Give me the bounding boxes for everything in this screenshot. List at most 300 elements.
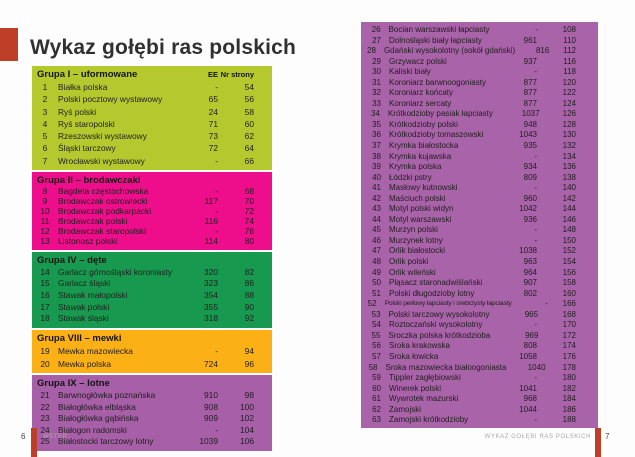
breed-name: Polski perłowy łapciasty i srebrzysty łapciasty: [384, 300, 512, 308]
page-value: 176: [562, 351, 576, 361]
page-value: 74: [244, 215, 254, 226]
page-value: 140: [562, 183, 576, 193]
row-number: 61: [372, 394, 381, 404]
row-number: 9: [42, 195, 48, 206]
table-row: [361, 204, 598, 215]
breed-name: Winerek polski: [389, 383, 442, 393]
table-row: [361, 130, 598, 141]
breed-name: Zamojski: [389, 404, 422, 414]
ee-value: 72: [208, 143, 218, 154]
table-row: [32, 345, 272, 358]
row-number: 23: [40, 413, 50, 424]
row-number: 40: [372, 172, 381, 182]
page-title: Wykaz gołębi ras polskich: [30, 36, 297, 60]
page-value: 102: [240, 413, 254, 424]
table-row: [361, 99, 598, 110]
row-number: 53: [371, 309, 381, 319]
breed-name: Kaliski biały: [389, 67, 431, 77]
table-row: [361, 78, 598, 89]
group-section: [32, 330, 272, 373]
breed-name: Śląski tarczowy: [58, 143, 116, 154]
ee-value: 877: [523, 88, 537, 98]
breed-name: Koroniarz barwnoogoniasty: [389, 77, 486, 87]
row-number: 63: [372, 415, 381, 425]
page-value: 122: [562, 88, 576, 98]
page-value: 126: [562, 109, 576, 119]
footer-accent-bar: [31, 428, 37, 457]
breed-name: Sroka krakowska: [389, 341, 450, 351]
breed-name: Polski pocztowy wystawowy: [58, 94, 163, 105]
breed-name: Mewka polska: [58, 358, 112, 369]
breed-name: Pląsacz staronadwiślański: [389, 278, 483, 288]
row-number: 18: [40, 313, 50, 324]
table-row: [32, 155, 272, 167]
table-row: [361, 173, 598, 184]
breed-name: Motyl warszawski: [389, 214, 452, 224]
table-row: [32, 402, 272, 414]
row-number: 17: [40, 301, 50, 312]
table-row: [361, 384, 598, 395]
row-number: 24: [40, 424, 50, 435]
page-value: 182: [562, 383, 576, 393]
table-row: [361, 278, 598, 289]
page-value: 100: [240, 401, 254, 412]
ee-value: 969: [525, 330, 539, 340]
group-header: [32, 254, 272, 267]
page-value: 188: [562, 415, 576, 425]
row-number: 11: [40, 215, 50, 226]
row-number: 20: [40, 358, 50, 369]
ee-value: 877: [523, 77, 537, 87]
group-header: [32, 68, 272, 81]
table-row: [361, 331, 598, 342]
ee-value: -: [534, 67, 537, 77]
row-number: 25: [40, 436, 50, 447]
breed-name: Białka polska: [58, 82, 108, 92]
ee-value: 816: [535, 46, 550, 56]
breed-name: Mewka mazowiecka: [58, 346, 133, 357]
row-number: 43: [372, 204, 381, 214]
table-row: [361, 268, 598, 279]
breed-name: Stawak polski: [58, 301, 110, 312]
page-value: 142: [562, 193, 576, 203]
ee-value: 964: [523, 267, 537, 277]
page-value: 174: [562, 341, 576, 351]
row-number: 38: [372, 151, 381, 161]
ee-value: 934: [523, 162, 537, 172]
page-value: 92: [244, 313, 254, 324]
ee-value: -: [215, 225, 218, 236]
table-row: [32, 425, 272, 437]
running-header-right: WYKAZ GOŁĘBI RAS POLSKICH: [484, 434, 591, 440]
page-value: 172: [562, 330, 576, 340]
breed-name: Wywrotek mazurski: [389, 394, 459, 404]
group-title: Grupa IX – lotne: [37, 378, 110, 390]
row-number: 33: [372, 98, 381, 108]
row-number: 58: [368, 362, 378, 372]
row-number: 50: [372, 278, 381, 288]
table-row: [361, 57, 598, 68]
page-value: 134: [562, 151, 576, 161]
row-number: 42: [372, 193, 381, 203]
row-number: 54: [372, 320, 381, 330]
table-row: [361, 320, 598, 331]
group-section: [32, 172, 272, 249]
page-value: 160: [562, 288, 576, 298]
ee-value: 1044: [519, 404, 537, 414]
breed-name: Gdański wysokolotny (sokół gdański): [383, 46, 516, 56]
ee-value: 968: [523, 394, 537, 404]
ee-value: 877: [523, 98, 537, 108]
group-section: [32, 252, 272, 329]
breed-name: Zamojski krótkodzioby: [389, 415, 469, 425]
breed-name: Stawak śląski: [58, 313, 109, 324]
group-section: [32, 66, 272, 170]
row-number: 44: [372, 214, 381, 224]
page-value: 104: [240, 424, 254, 435]
row-number: 60: [372, 383, 381, 393]
table-row: [361, 236, 598, 247]
row-number: 3: [42, 106, 48, 117]
page-value: 96: [244, 358, 254, 369]
page-value: 112: [563, 46, 576, 56]
table-row: [32, 118, 272, 130]
ee-value: 936: [523, 214, 537, 224]
ee-value: 73: [208, 131, 218, 142]
table-row: [361, 415, 598, 426]
page-value: 110: [563, 35, 576, 45]
breed-name: Brodawczak staropolski: [58, 225, 146, 236]
row-number: 49: [372, 267, 381, 277]
ee-value: -: [545, 299, 548, 309]
ee-value: 1058: [519, 351, 537, 361]
breed-name: Polski tarczowy wysokolotny: [388, 309, 490, 319]
page-value: 152: [562, 246, 576, 256]
row-number: 26: [371, 25, 381, 34]
row-number: 46: [372, 235, 381, 245]
page-value: 136: [562, 162, 576, 172]
row-number: 59: [372, 373, 381, 383]
breed-name: Sroczka polska krótkodzioba: [388, 330, 491, 340]
page-value: 116: [563, 56, 576, 66]
row-number: 2: [42, 94, 48, 105]
row-number: 10: [40, 205, 50, 216]
table-row: [361, 120, 598, 131]
page-value: 64: [244, 143, 254, 154]
ee-value: 965: [524, 309, 539, 319]
breed-name: Stawak małopolski: [58, 289, 128, 300]
table-row: [32, 93, 272, 105]
left-table: [32, 66, 272, 453]
ee-value: -: [534, 373, 537, 383]
page-value: 68: [244, 186, 254, 197]
breed-name: Ryś staropolski: [58, 118, 115, 129]
table-row: [32, 302, 272, 314]
row-number: 1: [42, 82, 48, 92]
table-row: [361, 363, 598, 374]
page-value: 94: [244, 346, 254, 357]
ee-value: -: [534, 183, 537, 193]
row-number: 35: [372, 119, 381, 129]
ee-value: 948: [523, 119, 537, 129]
breed-name: Polski długodzioby lotny: [389, 288, 475, 298]
accent-square: [0, 28, 18, 61]
page-number-right: 7: [605, 432, 610, 441]
table-row: [361, 46, 598, 57]
ee-value: 809: [523, 172, 537, 182]
breed-name: Krymka polska: [389, 162, 442, 172]
page-value: 138: [562, 172, 576, 182]
breed-name: Orlik polski: [389, 257, 429, 267]
row-number: 27: [372, 35, 381, 45]
ee-value: -: [215, 82, 218, 92]
breed-name: Sroka mazowiecka białoogoniasta: [385, 362, 507, 372]
table-row: [361, 352, 598, 363]
table-row: [361, 394, 598, 405]
row-number: 21: [40, 390, 50, 401]
ee-value: -: [534, 320, 537, 330]
row-number: 16: [40, 289, 50, 300]
breed-name: Maściuch polski: [389, 193, 446, 203]
ee-value: -: [215, 186, 218, 197]
row-number: 41: [372, 183, 381, 193]
table-row: [361, 141, 598, 152]
ee-value: 910: [204, 390, 218, 401]
page-value: 144: [562, 204, 576, 214]
page-value: 88: [244, 289, 254, 300]
ee-value: 937: [523, 56, 537, 66]
ee-value: 323: [204, 278, 218, 289]
ee-value: 961: [523, 35, 537, 45]
breed-name: Krymka kujawska: [389, 151, 452, 161]
row-number: 55: [371, 330, 381, 340]
ee-value: -: [535, 25, 539, 34]
ee-value: -: [215, 346, 218, 357]
page-value: 76: [244, 225, 254, 236]
ee-value: 802: [523, 288, 537, 298]
page-value: 72: [244, 205, 254, 216]
row-number: 12: [40, 225, 50, 236]
breed-name: Brodawczak ostrowiecki: [58, 195, 148, 206]
running-header-left: WSTĘP: [43, 434, 68, 440]
table-row: [32, 358, 272, 371]
row-number: 4: [42, 118, 48, 129]
row-number: 7: [42, 155, 48, 166]
ee-value: 117: [204, 195, 218, 206]
page-value: 56: [244, 94, 254, 105]
page-value: 168: [562, 309, 577, 319]
page-value: 186: [562, 404, 576, 414]
ee-value: -: [215, 424, 218, 435]
ee-value: 355: [204, 301, 218, 312]
column-header-ee: EE: [207, 70, 218, 79]
breed-name: Krótkodzioby polski: [389, 119, 458, 129]
ee-value: -: [534, 225, 537, 235]
page-value: 82: [244, 266, 254, 277]
row-number: 37: [372, 141, 381, 151]
breed-name: Łódzki pstry: [389, 172, 432, 182]
ee-value: 1038: [519, 246, 537, 256]
page-value: 98: [244, 390, 254, 401]
group-header: [32, 332, 272, 345]
page-value: 132: [562, 141, 576, 151]
page-value: 106: [240, 436, 254, 447]
page-value: 130: [562, 130, 576, 140]
breed-name: Brodawczak polski: [58, 215, 128, 226]
breed-name: Koroniarz końcaty: [389, 88, 454, 98]
table-row: [361, 67, 598, 78]
table-row: [32, 278, 272, 290]
breed-name: Murzynek lotny: [389, 235, 443, 245]
table-row: [32, 142, 272, 154]
page-number-left: 6: [21, 432, 26, 441]
row-number: 45: [372, 225, 381, 235]
breed-name: Białogon radomski: [58, 424, 127, 435]
row-number: 56: [372, 341, 381, 351]
table-row: [361, 341, 598, 352]
page-value: 158: [562, 278, 576, 288]
ee-value: 1041: [519, 383, 537, 393]
column-header-page: Nr strony: [220, 70, 254, 79]
ee-value: 1043: [519, 130, 537, 140]
row-number: 57: [372, 351, 381, 361]
breed-name: Białogłówka gąbińska: [58, 413, 139, 424]
page-value: 90: [244, 301, 254, 312]
breed-name: Motyl polski widyn: [389, 204, 454, 214]
row-number: 15: [40, 278, 50, 289]
table-row: [361, 162, 598, 173]
page-value: 180: [562, 373, 576, 383]
ee-value: 354: [204, 289, 218, 300]
ee-value: 963: [523, 257, 537, 267]
ee-value: 1040: [527, 362, 546, 372]
group-title: Grupa II – brodawczaki: [37, 175, 141, 187]
table-row: [32, 313, 272, 325]
group-title: Grupa VIII – mewki: [37, 333, 122, 345]
breed-name: Listonosz polski: [58, 235, 118, 246]
breed-name: Garlacz górnośląski koroniasty: [58, 266, 173, 277]
group-header: [32, 377, 272, 390]
ee-value: -: [215, 155, 218, 166]
page-value: 70: [244, 195, 254, 206]
row-number: 5: [42, 131, 48, 142]
ee-value: -: [534, 415, 537, 425]
page-value: 80: [244, 235, 254, 246]
page-value: 118: [563, 67, 576, 77]
page-value: 170: [562, 320, 576, 330]
ee-value: 1039: [199, 436, 218, 447]
breed-name: Roztoczański wysokolotny: [389, 320, 483, 330]
ee-value: 935: [523, 141, 537, 151]
page-value: 62: [244, 131, 254, 142]
page-value: 184: [562, 394, 576, 404]
breed-name: Tippler zagłębiowski: [389, 373, 461, 383]
table-row: [361, 373, 598, 384]
table-row: [361, 109, 598, 120]
breed-name: Bocian warszawski łapciasty: [388, 25, 490, 34]
table-row: [32, 436, 272, 448]
table-row: [361, 299, 598, 310]
ee-value: 71: [208, 118, 218, 129]
ee-value: 114: [204, 235, 218, 246]
page-value: 146: [562, 214, 576, 224]
table-row: [32, 390, 272, 402]
row-number: 62: [372, 404, 381, 414]
table-row: [361, 246, 598, 257]
row-number: 14: [40, 266, 50, 277]
page-value: 124: [562, 98, 576, 108]
row-number: 39: [372, 162, 381, 172]
breed-name: Orlik białostocki: [389, 246, 446, 256]
ee-value: 1042: [519, 204, 537, 214]
table-row: [361, 405, 598, 416]
ee-value: 960: [523, 193, 537, 203]
breed-name: Orlik wileński: [389, 267, 436, 277]
page-value: 108: [562, 25, 576, 34]
table-row: [361, 183, 598, 194]
group-section: [32, 375, 272, 451]
table-row: [361, 152, 598, 163]
ee-value: 116: [204, 215, 218, 226]
table-row: [361, 36, 598, 47]
breed-name: Ryś polski: [58, 106, 97, 117]
table-row: [32, 237, 272, 247]
breed-name: Barwnogłówka poznańska: [58, 390, 156, 401]
row-number: 36: [372, 130, 381, 140]
breed-name: Krótkodzioby tomaszowski: [389, 130, 484, 140]
row-number: 30: [372, 67, 381, 77]
breed-name: Brodawczak podkarpacki: [58, 205, 152, 216]
breed-name: Sroka łowicka: [389, 351, 439, 361]
ee-value: -: [534, 235, 537, 245]
table-row: [32, 106, 272, 118]
ee-value: 318: [204, 313, 218, 324]
page-value: 148: [562, 225, 576, 235]
row-number: 8: [42, 186, 48, 197]
ee-value: 909: [204, 413, 218, 424]
page-value: 156: [562, 267, 576, 277]
ee-value: 24: [208, 106, 218, 117]
row-number: 31: [372, 77, 381, 87]
row-number: 34: [371, 109, 380, 119]
breed-name: Koroniarz sercaty: [389, 98, 452, 108]
page-value: 66: [244, 155, 254, 166]
right-table: [361, 22, 598, 428]
row-number: 32: [372, 88, 381, 98]
breed-name: Dolnośląski biały łapciasty: [389, 35, 482, 45]
table-row: [32, 290, 272, 302]
table-row: [32, 267, 272, 279]
row-number: 19: [40, 346, 50, 357]
row-number: 13: [40, 235, 50, 246]
table-row: [361, 194, 598, 205]
page-value: 120: [562, 77, 576, 87]
breed-name: Krymka białostocka: [389, 141, 459, 151]
breed-name: Grzywacz polski: [389, 56, 447, 66]
row-number: 51: [372, 288, 381, 298]
table-row: [361, 215, 598, 226]
breed-name: Białogłówka elbląska: [58, 401, 136, 412]
table-row: [32, 130, 272, 142]
breed-name: Garlacz śląski: [58, 278, 111, 289]
ee-value: 808: [523, 341, 537, 351]
ee-value: 908: [204, 401, 218, 412]
page-value: 54: [244, 82, 254, 92]
table-row: [361, 310, 598, 321]
table-row: [361, 25, 598, 36]
row-number: 22: [40, 401, 50, 412]
ee-value: 320: [204, 266, 218, 277]
